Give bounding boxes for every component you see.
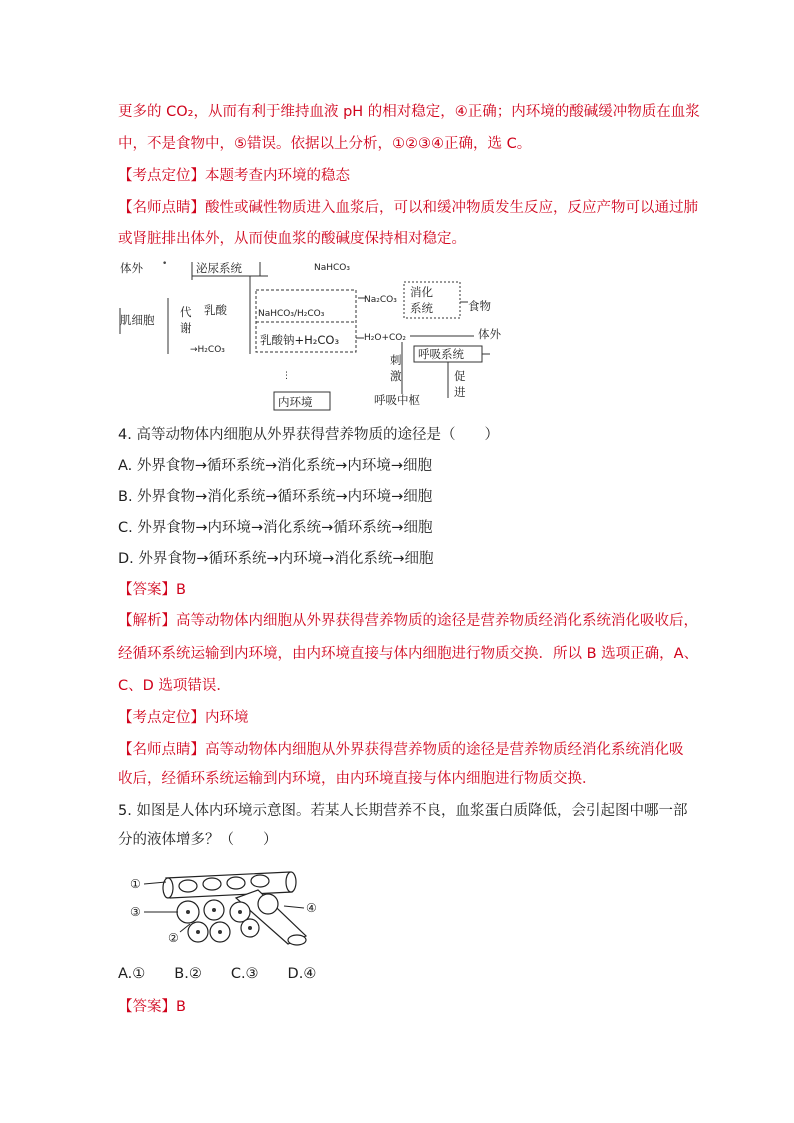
q4-jiexi-line2: 经循环系统运输到内环境，由内环境直接与体内细胞进行物质交换．所以 B 选项正确，A、	[118, 646, 699, 662]
q4-mingshi-line1: 【名师点睛】高等动物体内细胞从外界获得营养物质的途径是营养物质经消化系统消化吸	[118, 742, 684, 758]
label-xiaohua-2: 系统	[410, 301, 433, 315]
label-na2co3: Na₂CO₃	[364, 295, 397, 305]
label-h2o-co2: H₂O+CO₂	[364, 333, 406, 343]
svg-text:⋮: ⋮	[282, 371, 291, 381]
label-dai: 代	[180, 305, 192, 319]
q4-kaodian: 【考点定位】内环境	[118, 710, 249, 726]
label-huxizhongshu: 呼吸中枢	[374, 393, 420, 407]
q4-option-b: B. 外界食物→消化系统→循环系统→内环境→细胞	[118, 489, 433, 505]
inner-environment-diagram	[128, 868, 328, 948]
prev-explanation-line1: 更多的 CO₂，从而有利于维持血液 pH 的相对稳定，④正确；内环境的酸碱缓冲物质在血浆	[118, 104, 700, 120]
label-jin: 进	[454, 385, 466, 399]
marker-2: ②	[168, 931, 179, 945]
label-buffer: NaHCO₃/H₂CO₃	[258, 309, 325, 319]
q4-stem: 4. 高等动物体内细胞从外界获得营养物质的途径是（ ）	[118, 427, 499, 443]
q5-answer: 【答案】B	[118, 999, 186, 1015]
marker-4: ④	[306, 901, 317, 915]
label-shiwu: 食物	[468, 299, 491, 313]
q5-stem-line1: 5. 如图是人体内环境示意图。若某人长期营养不良，血浆蛋白质降低，会引起图中哪一部	[118, 803, 688, 819]
svg-text:•: •	[162, 259, 168, 269]
label-jiroxibao: 肌细胞	[120, 313, 155, 327]
label-xie: 谢	[180, 321, 192, 335]
label-neihuanjing: 内环境	[278, 395, 313, 409]
prev-explanation-line2: 中，不是食物中，⑤错误。依据以上分析，①②③④正确，选 C。	[118, 136, 532, 152]
q4-answer: 【答案】B	[118, 582, 186, 598]
prev-mingshi-line2: 或肾脏排出体外，从而使血浆的酸碱度保持相对稳定。	[118, 231, 466, 247]
marker-1: ①	[130, 877, 141, 891]
label-tiwai-left: 体外	[120, 261, 143, 275]
q4-option-a: A. 外界食物→循环系统→消化系统→内环境→细胞	[118, 458, 432, 474]
label-tiwai-right: 体外	[478, 327, 501, 341]
label-xiaohua-1: 消化	[410, 285, 433, 299]
q5-options: A.① B.② C.③ D.④	[118, 966, 317, 982]
prev-mingshi-line1: 【名师点睛】酸性或碱性物质进入血浆后，可以和缓冲物质发生反应，反应产物可以通过肺	[118, 200, 698, 216]
q4-jiexi-line1: 【解析】高等动物体内细胞从外界获得营养物质的途径是营养物质经消化系统消化吸收后，	[118, 613, 698, 629]
q5-stem-line2: 分的液体增多？（ ）	[118, 832, 278, 848]
q4-mingshi-line2: 收后，经循环系统运输到内环境，由内环境直接与体内细胞进行物质交换．	[118, 771, 597, 787]
label-cu: 促	[454, 369, 466, 383]
ph-buffer-diagram	[118, 258, 518, 416]
label-miniao: 泌尿系统	[196, 261, 242, 275]
label-rusuan: 乳酸	[204, 303, 227, 317]
label-nahco3: NaHCO₃	[314, 263, 350, 273]
label-huxi: 呼吸系统	[418, 347, 464, 361]
q4-option-c: C. 外界食物→内环境→消化系统→循环系统→细胞	[118, 520, 433, 536]
label-ji: 激	[390, 369, 402, 383]
label-rusuanna: 乳酸钠+H₂CO₃	[260, 333, 340, 347]
prev-kaodian: 【考点定位】本题考查内环境的稳态	[118, 168, 350, 184]
marker-3: ③	[130, 905, 141, 919]
label-ci: 刺	[390, 353, 402, 367]
label-h2co3: →H₂CO₃	[190, 345, 225, 355]
q4-option-d: D. 外界食物→循环系统→内环境→消化系统→细胞	[118, 551, 434, 567]
q4-jiexi-line3: C、D 选项错误．	[118, 678, 231, 694]
